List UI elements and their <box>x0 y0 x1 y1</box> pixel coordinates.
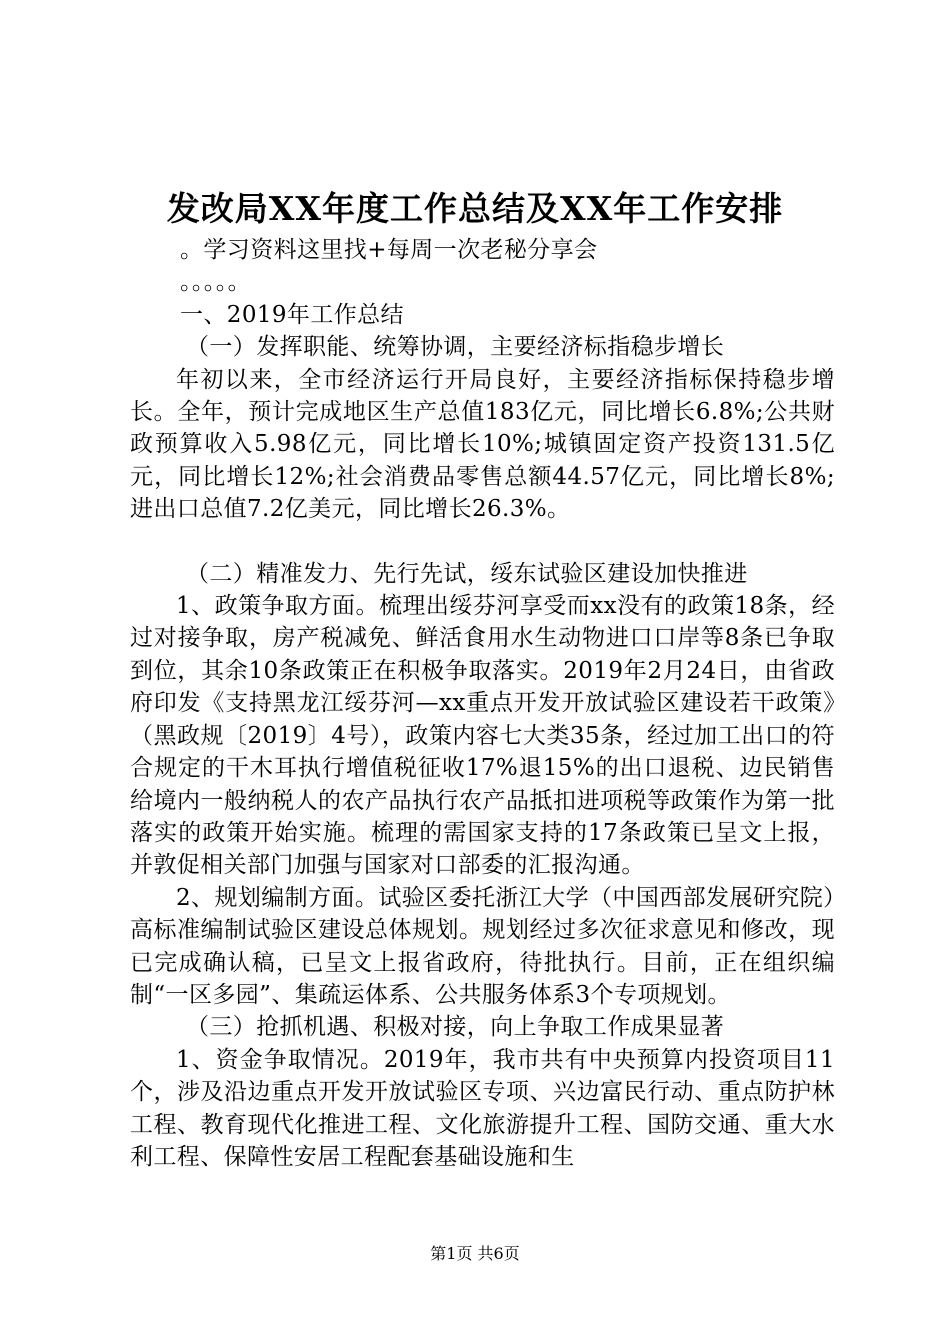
page-number: 第1页 共6页 <box>430 1244 520 1263</box>
paragraph-funding: 1、资金争取情况。2019年，我市共有中央预算内投资项目11个，涉及沿边重点开发开放试验区专项、兴边富民行动、重点防护林工程、教育现代化推进工程、文化旅游提升工程、国防交通、重大水利工程、保障性安居工程配套基础设施和生 <box>130 1046 835 1170</box>
dots-line: 。。。。。 <box>180 269 251 296</box>
paragraph-economy: 年初以来，全市经济运行开局良好，主要经济指标保持稳步增长。全年，预计完成地区生产总值183亿元，同比增长6.8%;公共财政预算收入5.98亿元，同比增长10%;城镇固定资产投资131.5亿元，同比增长12%;社会消费品零售总额44.57亿元，同比增长8%;进出口总值7.2亿美元，同比增长26.3%。 <box>130 366 835 523</box>
subsection-heading-3: （三）抢抓机遇、积极对接，向上争取工作成果显著 <box>186 1014 725 1041</box>
paragraph-planning: 2、规划编制方面。试验区委托浙江大学（中国西部发展研究院）高标准编制试验区建设总体规划。规划经过多次征求意见和修改，现已完成确认稿，已呈文上报省政府，待批执行。目前，正在组织编制“一区多园”、集疏运体系、公共服务体系3个专项规划。 <box>130 884 835 1008</box>
subsection-heading-1: （一）发挥职能、统筹协调，主要经济标指稳步增长 <box>186 334 725 361</box>
intro-line: 。学习资料这里找+每周一次老秘分享会 <box>180 237 598 263</box>
subsection-heading-2: （二）精准发力、先行先试，绥东试验区建设加快推进 <box>186 560 748 587</box>
document-body <box>130 234 835 1173</box>
document-title: 发改局XX年度工作总结及XX年工作安排 <box>166 189 784 228</box>
section-heading-1: 一、2019年工作总结 <box>180 301 404 328</box>
paragraph-policy: 1、政策争取方面。梳理出绥芬河享受而xx没有的政策18条，经过对接争取，房产税减免、鲜活食用水生动物进口口岸等8条已争取到位，其余10条政策正在积极争取落实。2019年2月24日，由省政府印发《支持黑龙江绥芬河—xx重点开发开放试验区建设若干政策》（黑政规〔2019〕4号），政策内容七大类35条，经过加工出口的符合规定的干木耳执行增值税征收17%退15%的出口退税、边民销售给境内一般纳税人的农产品执行农产品抵扣进项税等政策作为第一批落实的政策开始实施。梳理的需国家支持的17条政策已呈文上报，并敦促相关部门加强与国家对口部委的汇报沟通。 <box>130 593 835 879</box>
